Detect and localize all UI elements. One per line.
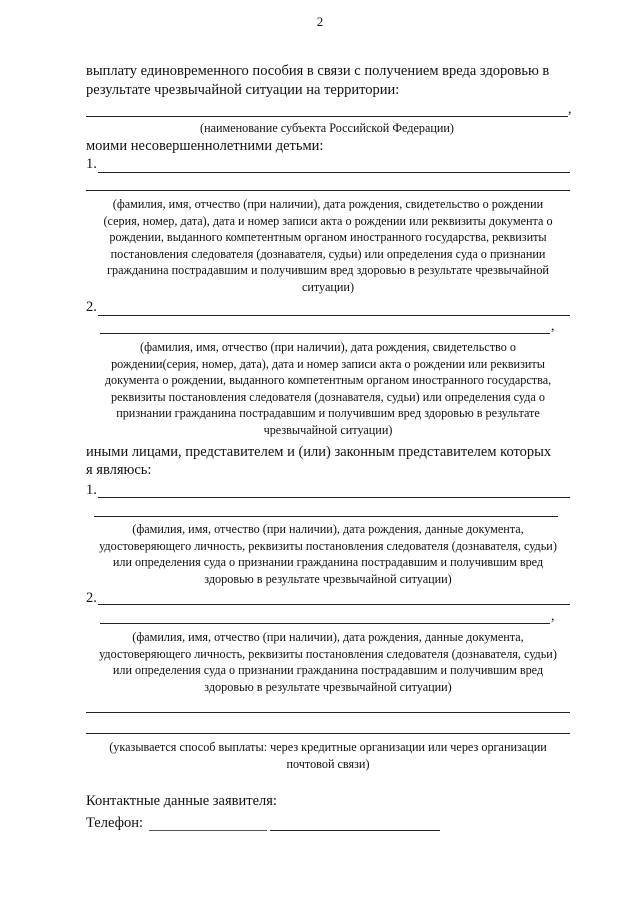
other-2-input-line[interactable] (98, 604, 570, 605)
contacts-heading: Контактные данные заявителя: (86, 793, 277, 809)
phone-input-line-2[interactable] (270, 830, 440, 831)
other-2-caption: (фамилия, имя, отчество (при наличии), дата рождения, данные документа, удостоверяющего личность, реквизиты постановления следователя (дознавателя, судьи) или определения суда о признании гражданина пострадавшим и получившим вред здоровью в результате чрезвычайной ситуации) (99, 630, 557, 694)
child-2-number: 2. (86, 299, 97, 315)
other-2-number: 2. (86, 590, 97, 606)
region-comma: , (568, 102, 572, 117)
other-1-input-line[interactable] (98, 497, 570, 498)
payment-input-line-2[interactable] (86, 733, 570, 734)
child-1-number: 1. (86, 156, 97, 172)
payment-caption: (указывается способ выплаты: через кредитные организации или через организации почтовой связи) (109, 740, 547, 771)
others-heading-line-2: я являюсь: (86, 462, 152, 478)
phone-input-line[interactable] (149, 830, 267, 831)
region-input-line[interactable] (86, 116, 568, 117)
child-2-input-line[interactable] (98, 315, 570, 316)
other-1-number: 1. (86, 482, 97, 498)
other-2-comma: , (551, 609, 555, 624)
other-1-caption: (фамилия, имя, отчество (при наличии), дата рождения, данные документа, удостоверяющего личность, реквизиты постановления следователя (дознавателя, судьи) или определения суда о признании гражданина пострадавшим и получившим вред здоровью в результате чрезвычайной ситуации) (99, 522, 557, 586)
other-2-input-line-2[interactable] (100, 623, 550, 624)
children-heading: моими несовершеннолетними детьми: (86, 138, 324, 154)
page-number: 2 (316, 14, 324, 29)
child-2-comma: , (551, 319, 555, 334)
region-caption: (наименование субъекта Российской Федерации) (200, 121, 454, 135)
child-1-caption: (фамилия, имя, отчество (при наличии), дата рождения, свидетельство о рождении (серия, номер, дата), дата и номер записи акта о рождении или реквизиты документа о рождении, выданного компетентным органом иностранного государства, реквизиты постановления следователя (дознавателя, судьи) или определения суда о признании гражданина пострадавшим и получившим вред здоровью в результате чрезвычайной ситуации) (103, 197, 553, 294)
payment-input-line[interactable] (86, 712, 570, 713)
child-1-input-line[interactable] (98, 172, 570, 173)
child-2-caption: (фамилия, имя, отчество (при наличии), дата рождения, свидетельство о рождении(серия, номер, дата), дата и номер записи акта о рождении или реквизиты документа о рождении, выданного компетентным органом иностранного государства, реквизиты постановления следователя (дознавателя, судьи) или определения суда о признании гражданина пострадавшим и получившим вред здоровью в результате чрезвычайной ситуации) (104, 340, 552, 437)
child-1-input-line-2[interactable] (86, 190, 570, 191)
phone-label: Телефон: (86, 815, 144, 831)
intro-line-2: результате чрезвычайной ситуации на территории: (86, 82, 400, 98)
others-heading-line-1: иными лицами, представителем и (или) законным представителем которых (86, 444, 552, 460)
child-2-input-line-2[interactable] (100, 333, 550, 334)
intro-line-1: выплату единовременного пособия в связи с получением вреда здоровью в (86, 63, 550, 79)
other-1-input-line-2[interactable] (94, 516, 558, 517)
